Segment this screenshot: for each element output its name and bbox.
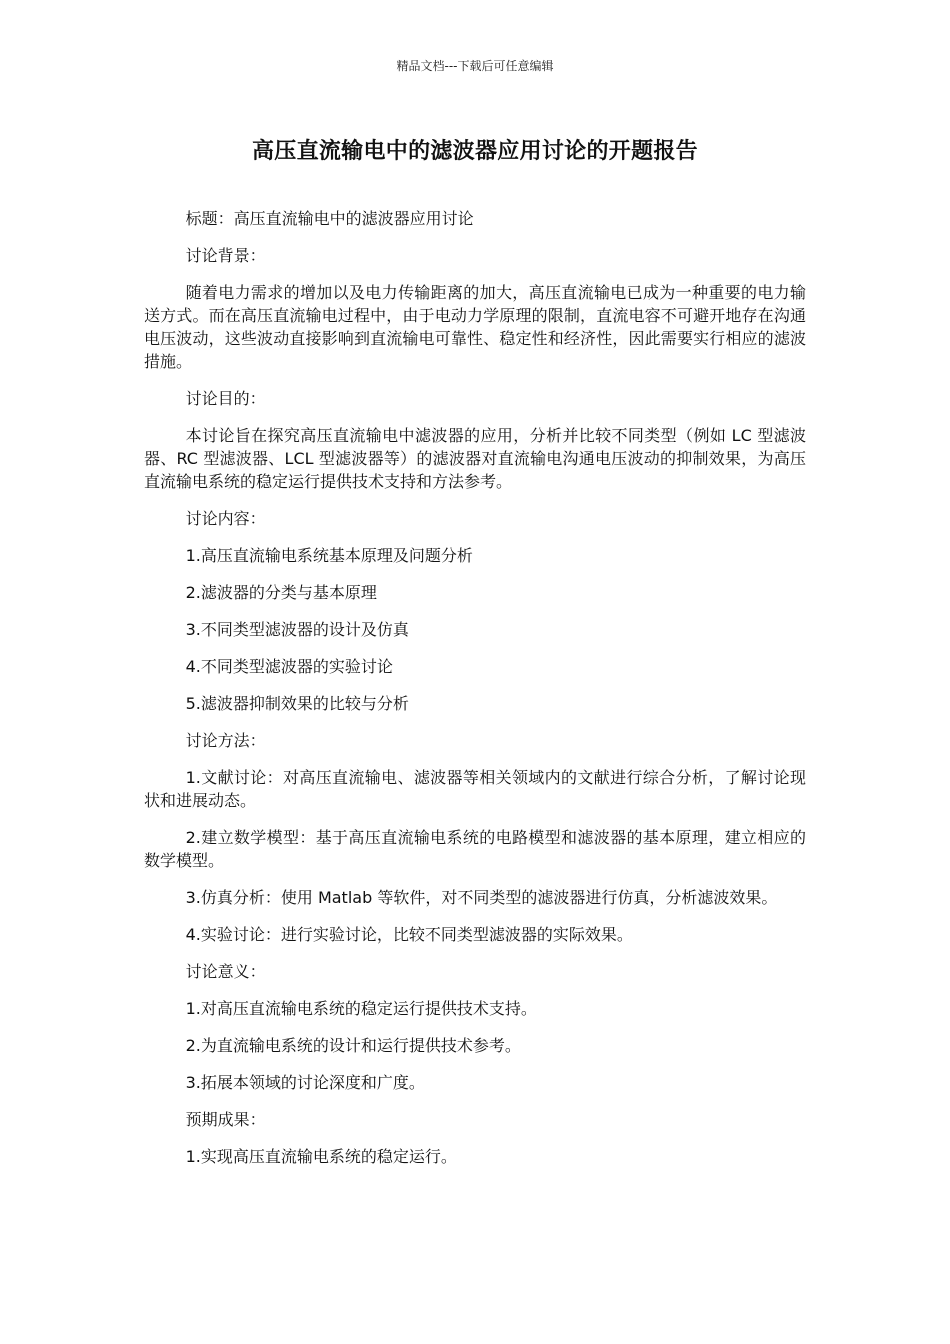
method-item: 2.建立数学模型：基于高压直流输电系统的电路模型和滤波器的基本原理，建立相应的数学模型。	[144, 828, 806, 870]
document-body	[144, 207, 806, 1182]
heading-expected-results: 预期成果：	[185, 1110, 266, 1129]
significance-item: 3.拓展本领域的讨论深度和广度。	[185, 1073, 425, 1092]
page-header-note: 精品文档---下载后可任意编辑	[396, 59, 554, 73]
content-item: 3.不同类型滤波器的设计及仿真	[185, 620, 409, 639]
heading-significance: 讨论意义：	[185, 962, 266, 981]
significance-item: 1.对高压直流输电系统的稳定运行提供技术支持。	[185, 999, 537, 1018]
paragraph-purpose: 本讨论旨在探究高压直流输电中滤波器的应用，分析并比较不同类型（例如 LC 型滤波器、RC 型滤波器、LCL 型滤波器等）的滤波器对直流输电沟通电压波动的抑制效果，为高压直流输电系统的稳定运行提供技术支持和方法参考。	[144, 426, 806, 491]
paragraph-topic: 标题：高压直流输电中的滤波器应用讨论	[185, 209, 474, 228]
heading-background: 讨论背景：	[185, 246, 266, 265]
content-item: 1.高压直流输电系统基本原理及问题分析	[185, 546, 473, 565]
content-item: 4.不同类型滤波器的实验讨论	[185, 657, 393, 676]
method-item: 3.仿真分析：使用 Matlab 等软件，对不同类型的滤波器进行仿真，分析滤波效果。	[185, 888, 778, 907]
content-item: 5.滤波器抑制效果的比较与分析	[185, 694, 409, 713]
method-item: 4.实验讨论：进行实验讨论，比较不同类型滤波器的实际效果。	[185, 925, 633, 944]
heading-content: 讨论内容：	[185, 509, 266, 528]
document-title: 高压直流输电中的滤波器应用讨论的开题报告	[251, 139, 698, 164]
heading-methods: 讨论方法：	[185, 731, 266, 750]
heading-purpose: 讨论目的：	[185, 389, 266, 408]
method-item: 1.文献讨论：对高压直流输电、滤波器等相关领域内的文献进行综合分析，了解讨论现状和进展动态。	[144, 768, 806, 810]
paragraph-background: 随着电力需求的增加以及电力传输距离的加大，高压直流输电已成为一种重要的电力输送方式。而在高压直流输电过程中，由于电动力学原理的限制，直流电容不可避开地存在沟通电压波动，这些波动直接影响到直流输电可靠性、稳定性和经济性，因此需要实行相应的滤波措施。	[144, 283, 806, 371]
content-item: 2.滤波器的分类与基本原理	[185, 583, 377, 602]
significance-item: 2.为直流输电系统的设计和运行提供技术参考。	[185, 1036, 521, 1055]
expected-result-item: 1.实现高压直流输电系统的稳定运行。	[185, 1147, 457, 1166]
